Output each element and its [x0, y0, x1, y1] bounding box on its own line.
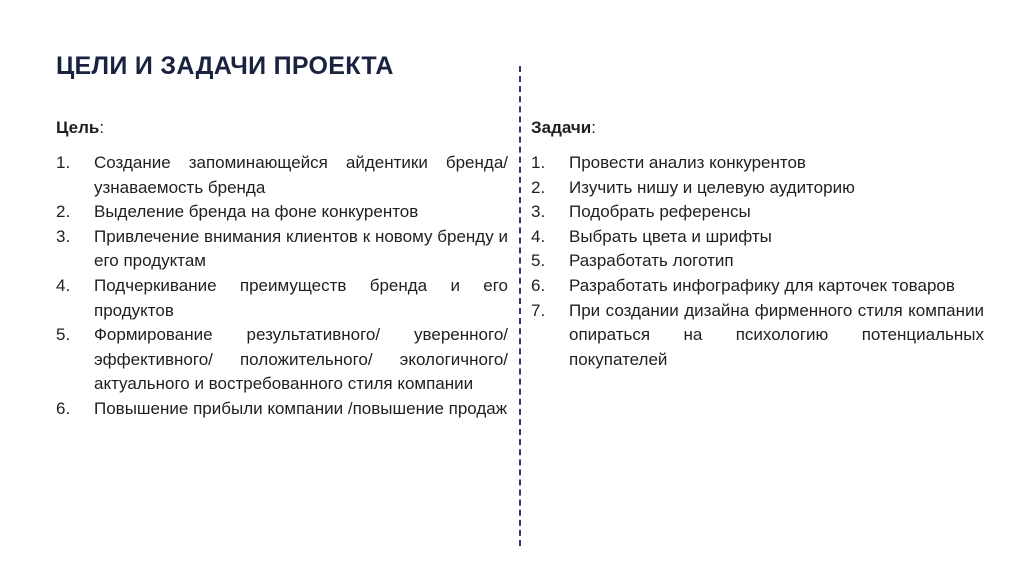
- task-text: Изучить нишу и целевую аудиторию: [569, 177, 855, 197]
- task-number: 2.: [531, 177, 546, 197]
- tasks-heading-colon: :: [591, 118, 596, 137]
- task-text: Выбрать цвета и шрифты: [569, 226, 772, 246]
- task-item: [531, 200, 984, 225]
- task-text: Провести анализ конкурентов: [569, 153, 806, 172]
- goal-number: 4.: [56, 275, 71, 295]
- task-number: 1.: [531, 153, 546, 172]
- goal-text: Создание запоминающейся айдентики бренда/ узнаваемость бренда: [94, 153, 508, 197]
- goal-text: Повышение прибыли компании /повышение продаж: [94, 398, 508, 418]
- tasks-column: [531, 116, 984, 372]
- goal-item: [56, 200, 508, 225]
- goal-text: Выделение бренда на фоне конкурентов: [94, 202, 419, 222]
- goal-number: 2.: [56, 202, 71, 222]
- goal-number: 3.: [56, 226, 71, 246]
- goals-column: [56, 116, 508, 422]
- goal-item: [56, 323, 508, 397]
- tasks-heading-label: Задачи: [531, 118, 592, 137]
- task-number: 4.: [531, 226, 546, 246]
- goal-item: [56, 151, 508, 200]
- goal-number: 5.: [56, 325, 71, 345]
- task-item: [531, 299, 984, 373]
- task-text: При создании дизайна фирменного стиля компании опираться на психологию потенциальных покупателей: [569, 300, 984, 369]
- goals-heading: [56, 116, 508, 140]
- goal-item: [56, 397, 508, 422]
- goal-text: Привлечение внимания клиентов к новому бренду и его продуктам: [94, 226, 508, 271]
- goal-text: Формирование результативного/ уверенного/ эффективного/ положительного/ экологичного/ актуального и востребованного стиля компании: [94, 325, 508, 394]
- task-number: 7.: [531, 300, 546, 320]
- task-text: Разработать инфографику для карточек товаров: [569, 275, 955, 295]
- slide-title: ЦЕЛИ И ЗАДАЧИ ПРОЕКТА: [56, 52, 394, 80]
- task-item: [531, 176, 984, 201]
- goals-heading-colon: :: [99, 118, 105, 137]
- task-number: 3.: [531, 202, 546, 222]
- task-item: [531, 151, 984, 176]
- goal-item: [56, 225, 508, 274]
- tasks-list: [531, 151, 984, 372]
- task-item: [531, 249, 984, 274]
- tasks-heading: [531, 116, 984, 140]
- task-item: [531, 225, 984, 250]
- task-number: 6.: [531, 275, 546, 295]
- column-divider: [519, 66, 521, 546]
- goal-text: Подчеркивание преимуществ бренда и его продуктов: [94, 275, 508, 320]
- task-text: Подобрать референсы: [569, 202, 751, 222]
- goal-number: 6.: [56, 398, 71, 418]
- goals-heading-label: Цель: [56, 118, 100, 137]
- task-number: 5.: [531, 251, 546, 271]
- task-item: [531, 274, 984, 299]
- goal-number: 1.: [56, 153, 71, 172]
- goals-list: [56, 151, 508, 422]
- goal-item: [56, 274, 508, 323]
- task-text: Разработать логотип: [569, 251, 734, 271]
